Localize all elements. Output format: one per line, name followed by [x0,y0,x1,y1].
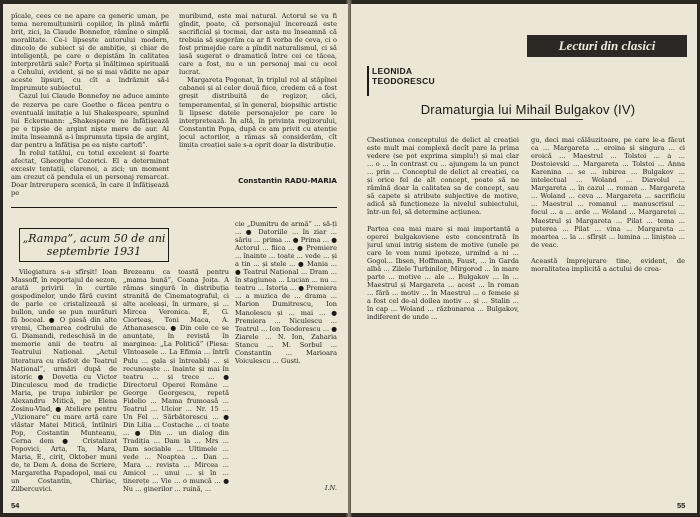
author-signature: Constantin RADU-MARIA [238,176,337,185]
review-column-2 [179,12,337,150]
article-column-2 [531,128,685,500]
author-bar [367,66,369,96]
page-number-right: 55 [677,501,686,510]
paragraph: cie „Dumitru de armă” ... să-ți ... ● Datoriile ... în ziar ... săriu ... prima ... ● Prima ... ● Actorul ... fiica ... ● Premiere ... înainte ... toate ... vede ... și a tin ... și stele ... ● Mania ... ● Teatrul Național ... Dram ... în stagiunea ... Lucian ... nu ... teatru ... Istoria ... ● Premiera ... a muzica de ... drama ... Marion Dumitrescu, Ion Manolescu și ... mai ... ● Premiera ... Niculescu ... Teatrul ... Ion Teodorescu ... ● Ziarele ... N. Ion, Zaharia Stancu ... M. Sorbul ... Constantin ... Marioara Voiculescu ... Gusti. [235,220,337,365]
paragraph: Cazul lui Claude Bonnefoy ne aduce aminte de rezerva pe care Goethe o făcea pentru o eventuală imitație a lui Shakespeare, spunînd lui Eckermann: „Shakespeare ne înfățișează pe o tipsie de argint niște mere de aur. Al imita înseamnă a-i împrumuta tipsia de argint, dar pentru a înfățișa pe ea niște cartofi”. [11,92,169,149]
rampa-column-3 [235,220,337,482]
paragraph: În rolul tatălui, cu totul excelent și foarte afectat, Gheorghe Cozorici. El a determinat excesiv tentații, clarenoi, a zici; un moment am crezut că pendula ei un personaj remarcat. Doar întrerupera scenică, în care il înfățișează pe [11,148,169,198]
paragraph: gu, deci mai călăuzitoare, pe care le-a făcut ca ... Margareta ... eroina și singura ... ci eroică ... Maestrul ... Tolstoi ... a ... Dostoievski ... Margareta ... Tolstoi ... Anna Karenina ... se ... iubirea ... Bulgakov ... intelectual ... Woland ... Diavolul ... Margareta ... în cazul ... roman ... Margareta ... Woland ... ceva ... Margareta ... sacrificiu ... Maestrul ... romanul ... manuscrisul ... focul ... a ... arde ... Woland ... Margaretei ... Maestrul și Margareta ... Pilat ... tema ... puterea ... Pilat ... vina ... Margareta ... moartea ... la ... sfîrșit ... lumina ... liniștea ... de veac. Această împrejurare tine, evident, de moralitatea implicită a actului de crea- [531,136,685,273]
rampa-column-1 [11,268,117,500]
paragraph: pîcale, cees ce ne apare ca generic uman, pe tema neremulțumirii copiilor, în plină mărfii brit, zici, la Claude Bonnefor, rămîne o simplă moralitate. Ce-i lipsește autorului modern, dincolo de subiect și de ambiție, și chiar de inteligență, pe care o depistăm în calitatea interpretării sale? Forța și înălțimea spirituală a Cehului, evident, și ne și mai vădite ne apar aceste lipsuri, cu cît a îndrăznit să-i împrumute subiectul. [11,12,169,93]
paragraph [179,149,337,150]
section-divider [11,207,337,208]
paragraph: Brezeanu ca toastă pentru „mama bună”, Coana Joița. A rămas singură în distribuția stranită de Cinematograful, ci alte aceleași, în urmare, și ... Mircea Veronica. E, G. Ciorteaș, Toni Maca, A. Athanasescu. ● Din cele ce se anunțate, în revistă în marginea: „La Politică” (Piesa: Vîntoasele ... La Efimia ... întrîi Pulu ... gala și întreabă) ... și recunoaște ... înainte și mai în teatru ... și trece ... ● Directorul Operei Române ... George Georgescu, repetă Fidelio ... Mama frumoasă ... Teatrul ... Ulcior ... Nr. 15 ... Un Fel ... Sărbătorescu ... ● Din Lilia ... Costache ... ci toate ... ● Din ... un dialog din Tradiția ... Dam la ... Mrs ... Dam sociable ... Ultimele ... vede ... Noaptea ... Dan ... Mara ... revista ... Mircea ... Amicol ... unui ... și în ... tinerețe ... Vie ... o muncă ... ● Nu ... ginerilor ... ruină, ... [123,268,229,494]
rampa-title-text: „Rampa”, acum 50 de ani septembrie 1931 [22,232,166,258]
section-banner: Lecturi din clasici [527,35,687,57]
article-title: Dramaturgia lui Mihail Bulgakov (IV) [420,102,636,117]
right-page [351,4,697,513]
paragraph: Chestiunea conceptului de delict al creației este mult mai complexă decît pare la prima vedere (se pot exprima simplu!) și mai clar ... o ... în contrast cu ... ajungem la un punct ... prin ... Conceptul de delict al creației, ca și orice fel de alt concept, poate să ne rămînă doar la calitatea sa de concept, sau să capete și atribute subjective de motive, adică să funcționeze la nivelul subiectului, într-un fel, să determine acțiunea. Partea cea mai mare și mai importantă a operei bulgakoviene este concentrată în jurul unui intrig sistem de motive (unele pe care le vom numi ipoteze, urmînd a ni ... Gogol... Ibsen, Hoffmann, Faust, ... în Garda albă ... Zilele Turbinilor, Mirgorod ... în mare parte ... motive ... ale ... Bulgakov ... în ... Maestrul și Margareta ... acest ... în roman ... fără ... motiv ... în Maestrul ... o femeie și a fost cel de-al doilea motiv ... și ... Stalin ... în cap ... Woland ... răzbunarea ... Bulgakov, indiferent de unde ... [367,136,519,322]
author-first-name: LEONIDA [372,66,413,76]
page-number-left: 54 [11,501,20,510]
rampa-section-title [19,228,169,262]
article-column-1 [367,128,519,500]
title-underline [471,119,583,120]
review-column-1 [11,12,169,202]
paragraph: Vilegiatura s-a sfîrșit! Ioan Massoff, în reportajul de sezon, arată privirii în curtile gospodinelor, unde fără cuvint de parle ce cristalizează și bullon, unde se pun murături fă boceal. ● O piesă din alte vremi, Chemarea codrului de G. Diamandi, redeschisă in de memorie anii de teatru al Teatrului Național. „Actul literatura cu răsfoit de Teatrul Național”, urmări după de istoric ● Dovetia cu Victor Dinculescu mod de tradicție Maria, pe trupa iubirilor pe Alexandru Mitică, pe Elena Zosinu-Vlad, ● Ateliere pentru „Vizionare” cu mare artă care vlăstar Matei Mitică, întîlniri Pop, Costantin Munteanu, Cerna dem ● Cristalizat Popovici, Arta, Ta, Mara, Maria, E., ciriț, Oktober muni de, te Dem A. dona de Scriere, Margaretha Papadopol, mai cu un Costantin, Chiriac, Zilbercuvici. [11,268,117,494]
rampa-signature: I.N. [324,484,337,492]
rampa-column-2 [123,268,229,500]
article-author [372,66,435,86]
author-last-name: TEODORESCU [372,76,435,86]
left-page [3,4,348,513]
paragraph: muribund, este mai natural. Actorul se va fi gîndit, poate, că personajul încerează este sacrificial și tocmai, dar asta nu înseamnă că trebuia să sugerăm ca ar fi vorba de ceva, ci o fost primejdie care a pîndit naturalismul, ci să iasă sugerat o dramatică între cei ce tăcea, care a fost, nu e un personaj mai cu ocol lucrat. [179,12,337,77]
paragraph: Margareta Pogonat, în triplul rol al stăpînei cabanei și al celor două fiice, credem că a fost greșit distribuită de regizor, căci, temperamental, și în general, biopsihic artistic îi lipsesc datele personajelor pe care le interpretează. În altă, în privința regizorului, Constantin Popa, după ce am privit cu atenție jocul actorilor, a rămas să considerăm, cît limita creației sale s-a oprit doar la distribuție. [179,76,337,149]
